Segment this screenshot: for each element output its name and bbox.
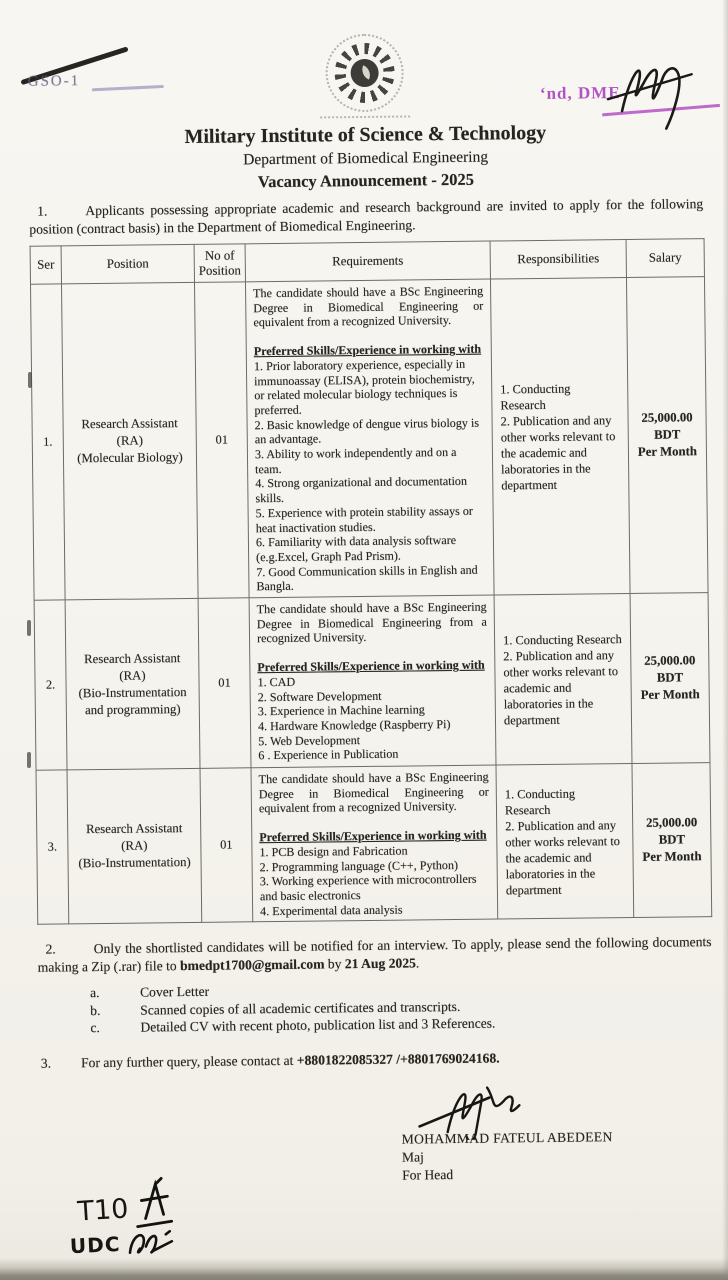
documents-list — [38, 977, 713, 1036]
department-name: Department of Biomedical Engineering — [243, 148, 489, 169]
row2-requirements — [249, 595, 496, 768]
announcement-title: Vacancy Announcement - 2025 — [257, 169, 475, 192]
requirements-intro: The candidate should have a BSc Engineering Degree in Biomedical Engineering or equivalent from a recognized University. — [258, 769, 489, 816]
col-header-ser: Ser — [30, 246, 61, 284]
handwritten-scribble-icon — [122, 1224, 178, 1263]
list-text: Cover Letter — [139, 984, 210, 1000]
requirements-heading: Preferred Skills/Experience in working with — [257, 657, 485, 675]
handwritten-t10: T10 — [76, 1193, 130, 1228]
scan-edge-mark — [27, 620, 31, 636]
table-row — [31, 277, 709, 601]
signature-block — [401, 1079, 714, 1185]
col-header-position: Position — [61, 244, 194, 284]
application-deadline: 21 Aug 2025 — [344, 955, 416, 972]
logo-motto-arc — [320, 113, 410, 118]
application-paragraph — [37, 933, 711, 976]
table-row — [36, 763, 712, 925]
scan-edge-mark — [28, 372, 32, 388]
contact-text: For any further query, please contact at — [80, 1052, 297, 1071]
row3-salary: 25,000.00 BDT Per Month — [632, 763, 712, 918]
row3-responsibilities: 1. Conducting Research 2. Publication and any other works relevant to the academic and laboratories in the department — [496, 764, 634, 920]
dme-stamp-text: ʻnd, DME — [539, 83, 621, 103]
intro-paragraph-text: Applicants possessing appropriate academic and research background are invited to apply for the following position (contract basis) in the Department of Biomedical Engineering. — [29, 196, 704, 237]
paragraph-number: 3. — [40, 1055, 52, 1071]
requirements-items: 1. Prior laboratory experience, especially in immunoassay (ELISA), protein biochemistry, or related molecular biology techniques is preferred. 2. Basic knowledge of dengue virus biology is an advantage. 3. Ability to work independently and on a team. 4. Strong organizational and documentation skills. 5. Experience with protein stability assays or heat inactivation studies. 6. Familiarity with data analysis software (e.g.Excel, Graph Pad Prism). 7. Good Communication skills in English and Bangla. — [253, 356, 480, 594]
gso-stamp: GSO-1 — [27, 73, 81, 90]
table-row — [34, 593, 710, 771]
row1-salary: 25,000.00 BDT Per Month — [626, 277, 708, 594]
row3-requirements — [251, 765, 498, 922]
signatory-rank: Maj — [401, 1148, 424, 1165]
row2-ser: 2. — [34, 600, 67, 770]
signatory-name: MOHAMMAD FATEUL ABEDEEN — [401, 1128, 613, 1147]
requirements-intro: The candidate should have a BSc Engineering Degree in Biomedical Engineering or equivalent from a recognized University. — [253, 283, 484, 330]
scan-edge-mark — [27, 752, 31, 768]
row3-position: Research Assistant (RA) (Bio-Instrumentation) — [67, 768, 202, 924]
scan-right-shadow — [722, 0, 728, 1280]
application-email: bmedpt1700@gmail.com — [179, 956, 325, 974]
intro-paragraph — [29, 195, 703, 238]
handwritten-initial-icon — [131, 1176, 176, 1228]
list-letter: a. — [89, 985, 100, 1001]
list-text: Detailed CV with recent photo, publication list and 3 References. — [140, 1015, 496, 1035]
mist-logo-icon — [325, 34, 404, 113]
gso-stamp-dash — [92, 85, 164, 91]
scan-bottom-shadow — [0, 1258, 728, 1280]
row1-responsibilities: 1. Conducting Research 2. Publication and any other works relevant to the academic and laboratories in the department — [490, 278, 630, 596]
requirements-intro: The candidate should have a BSc Engineering Degree in Biomedical Engineering from a recognized University. — [256, 599, 487, 646]
document-content — [0, 30, 728, 1280]
col-header-no-of-position: No of Position — [194, 244, 245, 283]
col-header-requirements: Requirements — [245, 241, 490, 282]
col-header-responsibilities: Responsibilities — [490, 240, 626, 280]
row3-ser: 3. — [36, 770, 69, 925]
list-letter: b. — [90, 1002, 101, 1018]
requirements-heading: Preferred Skills/Experience in working with — [253, 341, 482, 359]
row3-no-of-position: 01 — [200, 768, 253, 923]
application-text: by — [324, 956, 345, 972]
requirements-heading: Preferred Skills/Experience in working with — [259, 827, 487, 845]
handwritten-udc: UDC — [69, 1231, 121, 1259]
application-text: . — [415, 955, 420, 971]
row1-ser: 1. — [31, 284, 66, 600]
row2-salary: 25,000.00 BDT Per Month — [630, 593, 710, 764]
row1-no-of-position: 01 — [194, 282, 249, 599]
vacancy-table — [30, 238, 713, 925]
initials-signature-icon — [599, 54, 712, 133]
contact-phones: +8801822085327 /+8801769024168. — [296, 1050, 500, 1068]
row1-position: Research Assistant (RA) (Molecular Biology) — [62, 282, 199, 600]
requirements-items: 1. PCB design and Fabrication 2. Programming language (C++, Python) 3. Working experience with microcontrollers and basic electronics 4. Experimental data analysis — [259, 843, 477, 918]
row2-responsibilities: 1. Conducting Research 2. Publication and any other works relevant to academic and laboratories in the department — [494, 594, 632, 766]
paragraph-number: 1. — [37, 203, 48, 219]
paragraph-number: 2. — [45, 941, 56, 958]
application-text: Only the shortlisted candidates will be notified for an interview. To apply, please send the following documents making a Zip (.rar) file to — [37, 934, 712, 975]
list-text: Scanned copies of all academic certificates and transcripts. — [140, 998, 461, 1018]
row2-no-of-position: 01 — [198, 598, 251, 769]
contact-paragraph — [39, 1047, 713, 1072]
signatory-for: For Head — [402, 1166, 454, 1183]
row1-requirements — [245, 279, 494, 598]
requirements-items: 1. CAD 2. Software Development 3. Experience in Machine learning 4. Hardware Knowledge (Raspberry Pi) 5. Web Development 6 . Experience in Publication — [257, 674, 451, 763]
dme-stamp-group — [540, 60, 726, 142]
row2-position: Research Assistant (RA) (Bio-Instrumentation and programming) — [65, 598, 200, 769]
col-header-salary: Salary — [626, 239, 704, 278]
institute-name: Military Institute of Science & Technology — [184, 121, 547, 149]
list-letter: c. — [90, 1019, 100, 1035]
